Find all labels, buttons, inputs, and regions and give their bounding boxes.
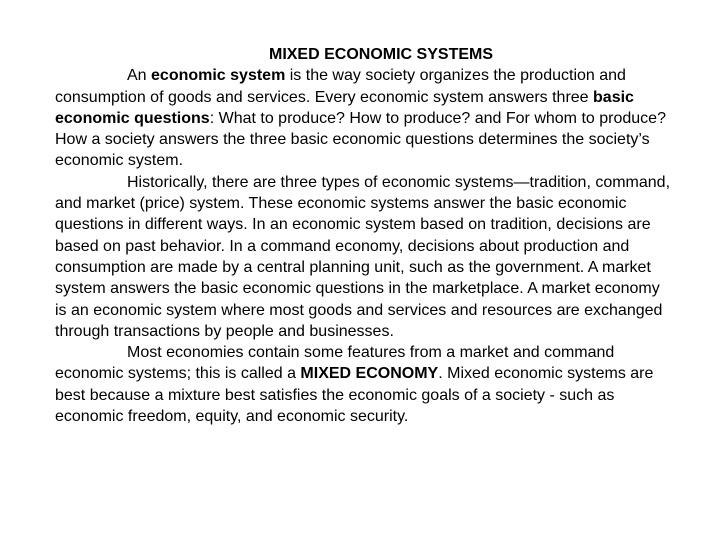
- text-segment: Historically, there are three types of economic systems—tradition, command, and market (price) system. These economic systems answer the basic economic questions in different ways. In an economic system based on tradition, decisions are based on past behavior. In a command economy, decisions about production and consumption are made by a central planning unit, such as the government. A market system answers the basic economic questions in the marketplace. A market economy is an economic system where most goods and services and resources are exchanged through transactions by people and businesses.: [55, 173, 671, 340]
- text-segment: is the way society organizes the production and consumption of goods and services. Every economic system answers three: [55, 67, 626, 106]
- document: [55, 44, 675, 427]
- paragraph-types-of-systems: [55, 172, 675, 342]
- paragraph-economic-system: [55, 65, 675, 171]
- term-basic-economic-questions: basic economic questions: [55, 88, 634, 127]
- text-segment: Most economies contain some features from a market and command economic systems; this is called a: [55, 344, 615, 383]
- paragraph-mixed-economy: [55, 342, 675, 427]
- term-mixed-economy: MIXED ECONOMY: [300, 365, 439, 383]
- term-economic-system: economic system: [151, 67, 286, 85]
- text-segment: . Mixed economic systems are best because a mixture best satisfies the economic goals of a society - such as economic freedom, equity, and economic security.: [55, 365, 654, 426]
- document-title: MIXED ECONOMIC SYSTEMS: [268, 46, 494, 63]
- text-segment: An: [127, 67, 152, 85]
- text-segment: : What to produce? How to produce? and For whom to produce? How a society answers the three basic economic questions determines the society’s economic system.: [55, 109, 666, 170]
